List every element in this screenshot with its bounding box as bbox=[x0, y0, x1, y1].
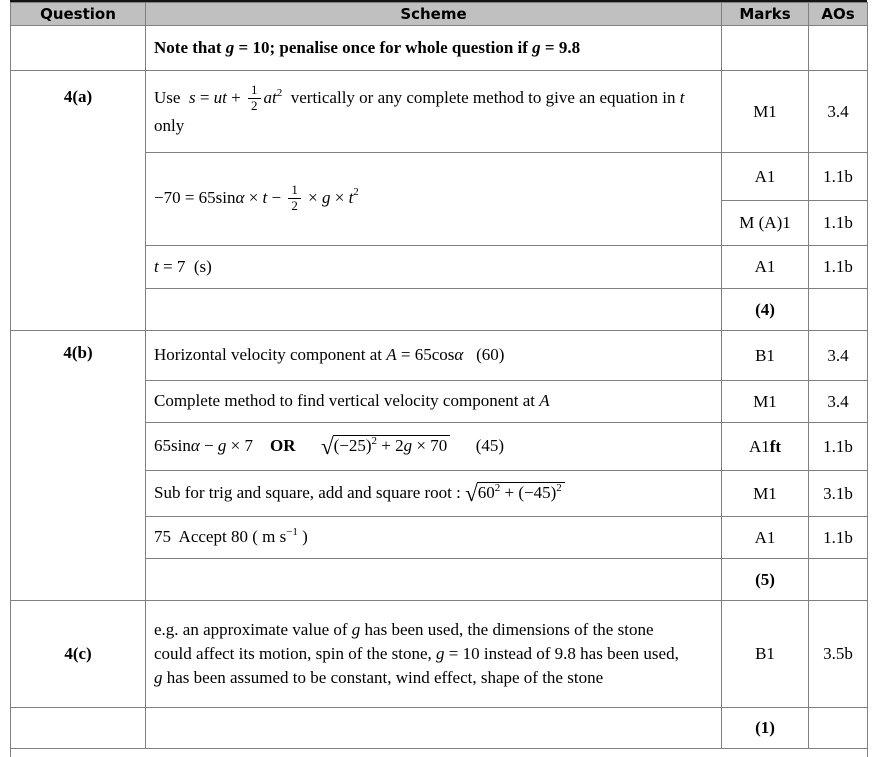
table-row-partial bbox=[11, 749, 868, 757]
q4b-scheme-3: 65sinα − g × 7 OR $√(-25)^2 + 2g \times 70$ (45) bbox=[146, 423, 722, 471]
note-row bbox=[11, 26, 868, 71]
q4b-ao-4: 3.1b bbox=[809, 471, 868, 517]
table-row bbox=[11, 708, 868, 749]
q4a-scheme-2: −70 = 65sinα × t − $\frac{1}{2}$ × $g \times t^2$ bbox=[146, 153, 722, 246]
q4b-ao-1: 3.4 bbox=[809, 331, 868, 381]
header-marks: Marks bbox=[722, 3, 809, 26]
q4a-total-ao bbox=[809, 289, 868, 331]
q4a-total-marks: (4) bbox=[722, 289, 809, 331]
q4a-ao-3: 1.1b bbox=[809, 246, 868, 289]
q4b-marks-4: M1 bbox=[722, 471, 809, 517]
question-label-4b: 4(b) bbox=[11, 331, 146, 601]
q4a-ao-1: 3.4 bbox=[809, 71, 868, 153]
note-question-cell bbox=[11, 26, 146, 71]
q4b-total-ao bbox=[809, 559, 868, 601]
next-section-cell bbox=[11, 749, 868, 757]
question-label-4a: 4(a) bbox=[11, 71, 146, 331]
q4b-ao-5: 1.1b bbox=[809, 517, 868, 559]
q4a-marks-1: M1 bbox=[722, 71, 809, 153]
table-row bbox=[11, 331, 868, 381]
q4b-ao-2: 3.4 bbox=[809, 381, 868, 423]
q4c-total-ao bbox=[809, 708, 868, 749]
q4c-scheme-1: e.g. an approximate value of g has been used, the dimensions of the stone could affect its motion, spin of the stone, g = 10 instead of 9.8 has been used, g has been assumed to be constant, wind effect, shape of the stone bbox=[146, 601, 722, 708]
q4b-ao-3: 1.1b bbox=[809, 423, 868, 471]
q4c-ao-1: 3.5b bbox=[809, 601, 868, 708]
note-scheme-cell: Note that g = 10; penalise once for whole question if g = 9.8 bbox=[146, 26, 722, 71]
q4b-marks-3: A1ft bbox=[722, 423, 809, 471]
q4b-scheme-1: Horizontal velocity component at A = 65cosα (60) bbox=[146, 331, 722, 381]
table-row bbox=[11, 601, 868, 708]
note-ao-cell bbox=[809, 26, 868, 71]
q4b-scheme-empty bbox=[146, 559, 722, 601]
q4a-marks-2b: M (A)1 bbox=[722, 201, 809, 246]
q4b-marks-2: M1 bbox=[722, 381, 809, 423]
q4c-total-marks: (1) bbox=[722, 708, 809, 749]
q4c-marks-1: B1 bbox=[722, 601, 809, 708]
header-scheme: Scheme bbox=[146, 3, 722, 26]
header-row bbox=[11, 3, 868, 26]
q4b-total-marks: (5) bbox=[722, 559, 809, 601]
q4a-marks-2a: A1 bbox=[722, 153, 809, 201]
q4b-scheme-4: Sub for trig and square, add and square root : $√60^2 + (-45)^2$ bbox=[146, 471, 722, 517]
note-marks-cell bbox=[722, 26, 809, 71]
q4a-marks-3: A1 bbox=[722, 246, 809, 289]
question-label-4c: 4(c) bbox=[11, 601, 146, 708]
q4b-marks-1: B1 bbox=[722, 331, 809, 381]
q4a-scheme-empty bbox=[146, 289, 722, 331]
q4b-scheme-5: 75 Accept 80 ( m $s^{-1}$ ) bbox=[146, 517, 722, 559]
q4c-scheme-empty bbox=[146, 708, 722, 749]
q4a-scheme-3: t = 7 (s) bbox=[146, 246, 722, 289]
q4b-scheme-2: Complete method to find vertical velocity component at A bbox=[146, 381, 722, 423]
header-aos: AOs bbox=[809, 3, 868, 26]
q4a-ao-2b: 1.1b bbox=[809, 201, 868, 246]
q4b-marks-5: A1 bbox=[722, 517, 809, 559]
q4c-question-empty bbox=[11, 708, 146, 749]
mark-scheme-table bbox=[10, 2, 868, 757]
header-question: Question bbox=[11, 3, 146, 26]
table-row bbox=[11, 71, 868, 153]
q4a-ao-2a: 1.1b bbox=[809, 153, 868, 201]
q4a-scheme-1: Use s = ut + $\frac{1}{2}$ $at^2$ vertically or any complete method to give an equation in t only bbox=[146, 71, 722, 153]
